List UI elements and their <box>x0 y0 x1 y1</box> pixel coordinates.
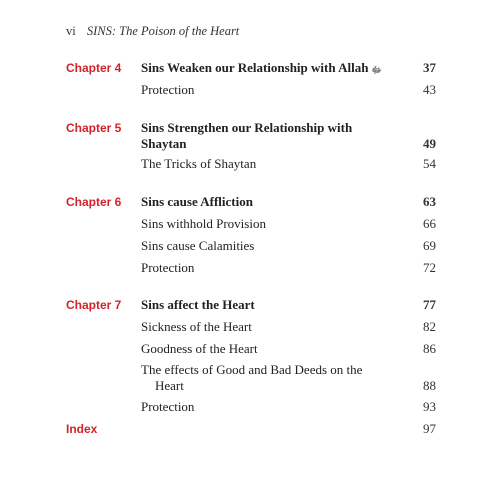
toc-entry-title: Sickness of the Heart <box>141 319 252 334</box>
toc-entry-title: Protection <box>141 260 195 275</box>
toc-entry-title: Sins cause Calamities <box>141 238 255 253</box>
chapter-7-title: Sins affect the Heart <box>141 297 255 312</box>
toc-entry-title: Sins withhold Provision <box>141 216 266 231</box>
index-page: 97 <box>423 421 436 436</box>
toc-entry-title: The effects of Good and Bad Deeds on the Heart <box>141 362 363 393</box>
toc-entry-page: 43 <box>423 82 436 97</box>
chapter-7-label: Chapter 7 <box>66 298 122 312</box>
chapter-7-page: 77 <box>423 297 436 312</box>
chapter-5-title: Sins Strengthen our Relationship with Shaytan <box>141 120 353 151</box>
chapter-4-title: Sins Weaken our Relationship with Allah ﷻ <box>141 60 382 75</box>
table-of-contents <box>66 0 436 500</box>
toc-entry-page: 82 <box>423 319 436 334</box>
toc-entry-page: 86 <box>423 341 436 356</box>
toc-entry-title: Protection <box>141 399 195 414</box>
header-book-title: SINS: The Poison of the Heart <box>86 24 240 38</box>
chapter-6-title: Sins cause Affliction <box>141 194 253 209</box>
toc-entry-page: 66 <box>423 216 436 231</box>
chapter-5-page: 49 <box>423 136 436 151</box>
toc-entry-page: 72 <box>423 260 436 275</box>
toc-entry-page: 54 <box>423 156 436 171</box>
toc-entry-page: 88 <box>423 378 436 393</box>
toc-entry-page: 93 <box>423 399 436 414</box>
toc-entry-title: The Tricks of Shaytan <box>141 156 257 171</box>
index-label: Index <box>66 422 98 436</box>
chapter-6-label: Chapter 6 <box>66 195 122 209</box>
toc-entry-title: Protection <box>141 82 195 97</box>
toc-entry-page: 69 <box>423 238 436 253</box>
toc-entry-title: Goodness of the Heart <box>141 341 258 356</box>
header-page-number: vi <box>66 24 76 38</box>
arabic-honorific-icon: ﷻ <box>371 65 382 75</box>
chapter-4-label: Chapter 4 <box>66 61 122 75</box>
chapter-4-page: 37 <box>423 60 436 75</box>
chapter-6-page: 63 <box>423 194 436 209</box>
chapter-5-label: Chapter 5 <box>66 121 122 135</box>
